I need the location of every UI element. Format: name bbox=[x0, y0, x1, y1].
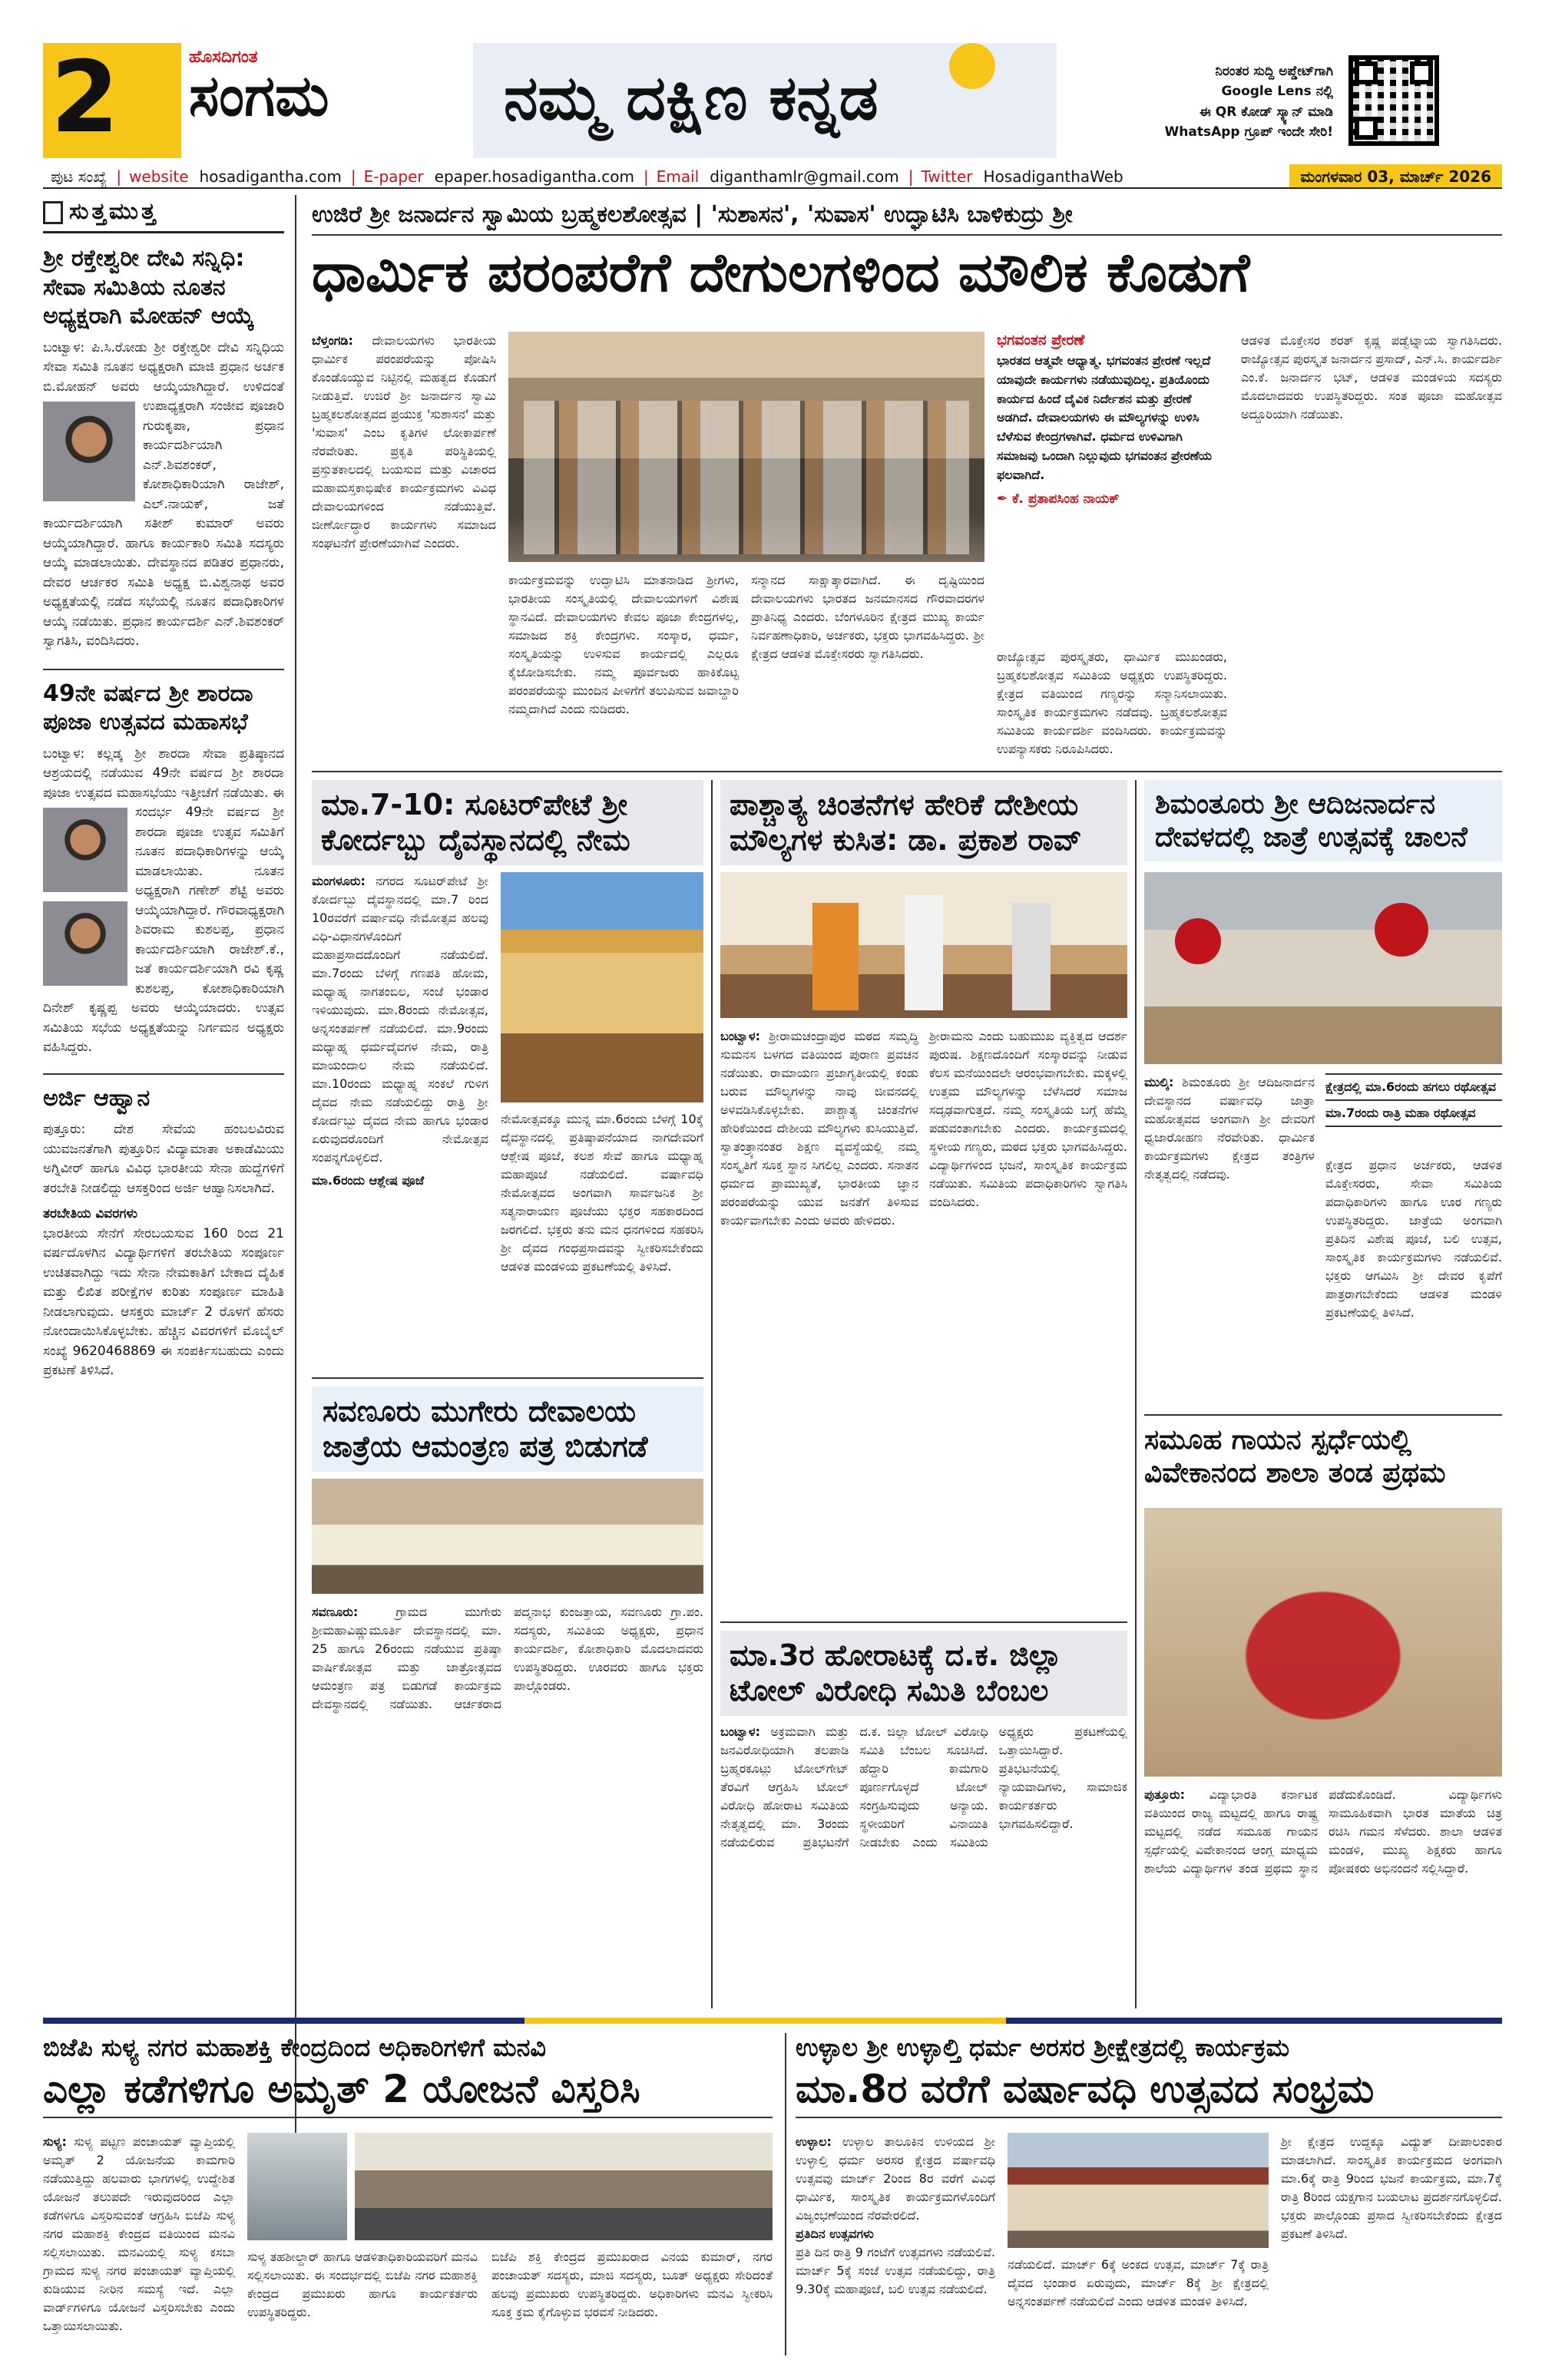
info-bar bbox=[43, 164, 1502, 189]
quote-title: ಭಗವಂತನ ಪ್ರೇರಣೆ bbox=[997, 332, 1085, 349]
left-column bbox=[43, 195, 296, 2230]
article-ullal bbox=[796, 2033, 1502, 2355]
dateline: ಮಂಗಳೂರು: bbox=[312, 874, 366, 888]
article-column bbox=[720, 1027, 918, 1230]
lead-story bbox=[312, 201, 1502, 769]
article-headline[interactable]: ಎಲ್ಲಾ ಕಡೆಗಳಿಗೂ ಅಮೃತ್ 2 ಯೋಜನೆ ವಿಸ್ತರಿಸಿ bbox=[43, 2066, 773, 2118]
website-label: website bbox=[129, 167, 189, 186]
article-column bbox=[720, 1723, 1127, 1852]
qr-promo bbox=[1072, 61, 1333, 142]
article-text: ಬಂಟ್ವಾಳ: ಕಲ್ಲಡ್ಕ ಶ್ರೀ ಶಾರದಾ ಸೇವಾ ಪ್ರತಿಷ್ಠಾನದ ಆಶ್ರಯದಲ್ಲಿ ನಡೆಯುವ 49ನೇ ವರ್ಷದ ಶ್ರೀ ಶಾರದಾ ಪೂಜಾ ಉತ್ಸವದ ಮಹಾಸಭೆಯು ಇತ್ತೀಚೆಗೆ ನಡೆಯಿತು. bbox=[43, 745, 284, 801]
masthead bbox=[43, 43, 1502, 158]
promo-line: Google Lens ನಲ್ಲಿ bbox=[1221, 84, 1333, 100]
article-headline[interactable]: ಮಾ.3ರ ಹೋರಾಟಕ್ಕೆ ದ.ಕ. ಜಿಲ್ಲಾ ಟೋಲ್ ವಿರೋಧಿ ಸಮಿತಿ ಬೆಂಬಲ bbox=[720, 1631, 1127, 1716]
article-headline[interactable]: ಶ್ರೀ ರಕ್ತೇಶ್ವರೀ ದೇವಿ ಸನ್ನಿಧಿ: ಸೇವಾ ಸಮಿತಿಯ ನೂತನ ಅಧ್ಯಕ್ಷರಾಗಿ ಮೋಹನ್ ಆಯ್ಕೆ bbox=[43, 245, 254, 329]
event-photo bbox=[508, 332, 984, 562]
article-text: ಬಂಟ್ವಾಳ: ಪಿ.ಸಿ.ರೋಡು ಶ್ರೀ ರಕ್ತೇಶ್ವರೀ ದೇವಿ ಸನ್ನಿಧಿಯ ಸೇವಾ ಸಮಿತಿ ನೂತನ ಅಧ್ಯಕ್ಷರಾಗಿ ಮಾಜಿ ಪ್ರಧಾನ ಅರ್ಚಕ ಬಿ.ಮೋಹನ್ ಅವರು ಆಯ್ಕೆಯಾಗಿದ್ದಾರೆ. bbox=[43, 339, 284, 395]
divider bbox=[720, 1621, 1127, 1623]
photo-caption bbox=[247, 2248, 478, 2322]
article-body bbox=[43, 745, 284, 1058]
dateline: ಬಂಟ್ವಾಳ: bbox=[720, 1724, 760, 1739]
divider bbox=[1135, 780, 1137, 2008]
article-text: ಪುತ್ತೂರು: ದೇಶ ಸೇವೆಯ ಹಂಬಲವಿರುವ ಯುವಜನತೆಗಾಗಿ ಪುತ್ತೂರಿನ ವಿದ್ಯಾಮಾತಾ ಅಕಾಡೆಮಿಯು ಅಗ್ನಿವೀರ್ ಹಾಗೂ ವಿವಿಧ ಭಾರತೀಯ ಸೇನಾ ಹುದ್ದೆಗಳಿಗೆ ತರಬೇತಿ ನೀಡಲಿದ್ದು ಆಸಕ್ತರಿಂದ ಅರ್ಜಿ ಆಹ್ವಾನಿಸಲಾಗಿದೆ. bbox=[43, 1122, 284, 1196]
article-text: ಸುಳ್ಯ ಪಟ್ಟಣ ಪಂಚಾಯತ್ ವ್ಯಾಪ್ತಿಯಲ್ಲಿ ಅಮೃತ್ 2 ಯೋಜನೆಯ ಕಾಮಗಾರಿ ನಡೆಯುತ್ತಿದ್ದು ಹಲವಾರು ಭಾಗಗಳಲ್ಲಿ ಉದ್ದೇಶಿತ ಯೋಜನೆ ತಲುಪದೇ ಇರುವುದರಿಂದ ಎಲ್ಲಾ ಕಡೆಗಳಿಗೂ ವಿಸ್ತರಿಸುವಂತೆ ಆಗ್ರಹಿಸಿ ಬಿಜೆಪಿ ಸುಳ್ಯ ನಗರ ಮಹಾಶಕ್ತಿ ಕೇಂದ್ರದ ವತಿಯಿಂದ ಮನವಿ ಸಲ್ಲಿಸಲಾಯಿತು. ಮನವಿಯಲ್ಲಿ ಸುಳ್ಯ ಕಸಬಾ ಗ್ರಾಮದ ಸುಳ್ಯ ನಗರ ಪಂಚಾಯತ್ ವ್ಯಾಪ್ತಿಯಲ್ಲಿ ಕುಡಿಯುವ ನೀರಿನ ಸಮಸ್ಯೆ ಇದೆ. ಎಲ್ಲಾ ವಾರ್ಡ್‌ಗಳಿಗೂ ಯೋಜನೆ ವಿಸ್ತರಿಸಬೇಕು ಎಂದು ಒತ್ತಾಯಿಸಲಾಯಿತು. bbox=[43, 2134, 235, 2333]
article-text: ಉಳ್ಳಾಲ ತಾಲೂಕಿನ ಉಳಿಯದ ಶ್ರೀ ಉಳ್ಳಾಲ್ತಿ ಧರ್ಮ ಅರಸರ ಕ್ಷೇತ್ರದ ವರ್ಷಾವಧಿ ಉತ್ಸವವು ಮಾರ್ಚ್ 2ರಿಂದ 8ರ ವರೆಗೆ ವಿವಿಧ ಧಾರ್ಮಿಕ, ಸಾಂಸ್ಕೃತಿಕ ಕಾರ್ಯಕ್ರಮಗಳೊಂದಿಗೆ ವಿಜೃಂಭಣೆಯಿಂದ ನೆರವೇರಲಿದೆ. bbox=[796, 2134, 995, 2223]
divider bbox=[1144, 1414, 1502, 1416]
article-column bbox=[1281, 2133, 1502, 2243]
article-text: ಕ್ಷೇತ್ರದ ಪ್ರಧಾನ ಅರ್ಚಕರು, ಆಡಳಿತ ಮೊಕ್ತೇಸರರು, ಸೇವಾ ಸಮಿತಿಯ ಪದಾಧಿಕಾರಿಗಳು ಹಾಗೂ ಊರ ಗಣ್ಯರು ಉಪಸ್ಥಿತರಿದ್ದರು. ಜಾತ್ರೆಯ ಅಂಗವಾಗಿ ಪ್ರತಿದಿನ ವಿಶೇಷ ಪೂಜೆ, ಬಲಿ ಉತ್ಸವ, ಸಾಂಸ್ಕೃತಿಕ ಕಾರ್ಯಕ್ರಮಗಳು ನಡೆಯಲಿವೆ. ಭಕ್ತರು ಆಗಮಿಸಿ ಶ್ರೀ ದೇವರ ಕೃಪೆಗೆ ಪಾತ್ರರಾಗಬೇಕೆಂದು ಆಡಳಿತ ಮಂಡಳಿ ಪ್ರಕಟಣೆಯಲ್ಲಿ ತಿಳಿಸಿದೆ. bbox=[1325, 1158, 1502, 1320]
article-text: ರಾಜ್ಯೋತ್ಸವ ಪುರಸ್ಕೃತರು, ಧಾರ್ಮಿಕ ಮುಖಂಡರು, ಬ್ರಹ್ಮಕಲಶೋತ್ಸವ ಸಮಿತಿಯ ಅಧ್ಯಕ್ಷರು ಉಪಸ್ಥಿತರಿದ್ದರು. ಕ್ಷೇತ್ರದ ವತಿಯಿಂದ ಗಣ್ಯರನ್ನು ಸನ್ಮಾನಿಸಲಾಯಿತು. ಸಾಂಸ್ಕೃತಿಕ ಕಾರ್ಯಕ್ರಮಗಳು ನಡೆದವು. ಬ್ರಹ್ಮಕಲಶೋತ್ಸವ ಸಮಿತಿಯ ಕಾರ್ಯದರ್ಶಿ ವಂದಿಸಿದರು. ಕಾರ್ಯಕ್ರಮವನ್ನು ಉಪನ್ಯಾಸಕರು ನಿರೂಪಿಸಿದರು. bbox=[997, 650, 1227, 756]
article-text: ಶ್ರೀರಾಮಚಂದ್ರಾಪುರ ಮಠದ ಸಮೃದ್ಧಿ ಸುಮನಸ ಬಳಗದ ವತಿಯಿಂದ ಪುರಾಣ ಪ್ರವಚನ ನಡೆಯಿತು. ರಾಮಾಯಣ ಪ್ರಜಾಗೃತೀಯಲ್ಲಿ ಕಂಡು ಬರುವ ಮೌಲ್ಯಗಳನ್ನು ನಾವು ಜೀವನದಲ್ಲಿ ಅಳವಡಿಸಿಕೊಳ್ಳಬೇಕು. ಪಾಶ್ಚಾತ್ಯ ಚಿಂತನೆಗಳ ಹೇರಿಕೆಯಿಂದ ದೇಶೀಯ ಮೌಲ್ಯಗಳು ಕುಸಿಯುತ್ತಿವೆ. ಸ್ವಾತಂತ್ರ್ಯಾನಂತರ ಶಿಕ್ಷಣ ವ್ಯವಸ್ಥೆಯಲ್ಲಿ ನಮ್ಮ ಸಂಸ್ಕೃತಿಗೆ ಸೂಕ್ತ ಸ್ಥಾನ ಸಿಗಲಿಲ್ಲ ಎಂದರು. ಸನಾತನ ಧರ್ಮದ ಪ್ರಾಮುಖ್ಯತೆ, ಭಾರತೀಯ ಜ್ಞಾನ ಪರಂಪರೆಯನ್ನು ಯುವ ಜನತೆಗೆ ತಿಳಿಸುವ ಕಾರ್ಯವಾಗಬೇಕು ಎಂದು ಅವರು ಹೇಳಿದರು. bbox=[720, 1029, 919, 1228]
section-label: ಸುತ್ತಮುತ್ತ bbox=[69, 198, 159, 225]
dateline: ಬೆಳ್ತಂಗಡಿ: bbox=[312, 333, 353, 348]
article-column bbox=[751, 571, 984, 663]
section-heading bbox=[43, 195, 284, 233]
article-column bbox=[508, 571, 739, 719]
article-text: ಶ್ರೀರಾಮನು ಎಂದು ಬಹುಮುಖ ವ್ಯಕ್ತಿತ್ವದ ಆದರ್ಶ ಪುರುಷ. ಶಿಕ್ಷಣದೊಂದಿಗೆ ಸಂಸ್ಕಾರವನ್ನು ನೀಡುವ ಕೆಲಸ ಮನೆಯಿಂದಲೇ ಆರಂಭವಾಗಬೇಕು. ಮಕ್ಕಳಲ್ಲಿ ಉತ್ತಮ ಮೌಲ್ಯಗಳನ್ನು ಬೆಳೆಸಿದರೆ ಸಮಾಜ ಸದೃಢವಾಗುತ್ತದೆ. ನಮ್ಮ ಸಂಸ್ಕೃತಿಯ ಬಗ್ಗೆ ಹೆಮ್ಮೆ ಪಡುವಂತಾಗಬೇಕು ಎಂದರು. ಕಾರ್ಯಕ್ರಮದಲ್ಲಿ ಸ್ಥಳೀಯ ಗಣ್ಯರು, ಮಠದ ಭಕ್ತರು ಭಾಗವಹಿಸಿದ್ದರು. ವಿದ್ಯಾರ್ಥಿಗಳಿಂದ ಭಜನೆ, ಸಾಂಸ್ಕೃತಿಕ ಕಾರ್ಯಕ್ರಮ ನಡೆಯಿತು. ಸಮಿತಿಯ ಪದಾಧಿಕಾರಿಗಳು ಸ್ವಾಗತಿಸಿ ವಂದಿಸಿದರು. bbox=[929, 1029, 1127, 1209]
separator: | bbox=[908, 167, 914, 186]
article-text: ಸನ್ಮಾನದ ಸಾಕ್ಷಾತ್ಕಾರವಾಗಿದೆ. ಈ ದೃಷ್ಟಿಯಿಂದ ದೇವಾಲಯಗಳು ಭಾರತದ ಜನಮಾನಸದ ಗೌರವಾದರಗಳ ಪ್ರಾತಿನಿಧ್ಯ ಎಂದರು. ಬೆಂಗಳೂರಿನ ಕ್ಷೇತ್ರದ ಮುಖ್ಯ ಕಾರ್ಯ ನಿರ್ವಹಣಾಧಿಕಾರಿ, ಅರ್ಚಕರು, ಭಕ್ತರು ಭಾಗವಹಿಸಿದ್ದರು. ಶ್ರೀ ಕ್ಷೇತ್ರದ ಆಡಳಿತ ಮೊಕ್ತೇಸರರು ಸ್ವಾಗತಿಸಿದರು. bbox=[751, 573, 984, 661]
article-western-values bbox=[720, 780, 1127, 1617]
article-text: ವಿದ್ಯಾಭಾರತಿ ಕರ್ನಾಟಕ ವತಿಯಿಂದ ರಾಜ್ಯ ಮಟ್ಟದಲ್ಲಿ ಹಾಗೂ ರಾಷ್ಟ್ರ ಮಟ್ಟದಲ್ಲಿ ನಡೆದ ಸಮೂಹ ಗಾಯನ ಸ್ಪರ್ಧೆಯಲ್ಲಿ ವಿವೇಕಾನಂದ ಆಂಗ್ಲ ಮಾಧ್ಯಮ ಶಾಲೆಯ ವಿದ್ಯಾರ್ಥಿಗಳ ತಂಡ ಪ್ರಥಮ ಸ್ಥಾನ ಪಡೆದುಕೊಂಡಿದೆ. ವಿದ್ಯಾರ್ಥಿಗಳು ಸಾಮೂಹಿಕವಾಗಿ ಭಾರತ ಮಾತೆಯ ಚಿತ್ರ ರಚಿಸಿ ಗಮನ ಸೆಳೆದರು. ಶಾಲಾ ಆಡಳಿತ ಮಂಡಳಿ, ಮುಖ್ಯ ಶಿಕ್ಷಕರು ಹಾಗೂ ಪೋಷಕರು ಅಭಿನಂದನೆ ಸಲ್ಲಿಸಿದ್ದಾರೆ. bbox=[1144, 1787, 1502, 1876]
article-simantur bbox=[1144, 780, 1502, 1410]
article-text: ಸುಳ್ಯ ತಹಶೀಲ್ದಾರ್ ಹಾಗೂ ಆಡಳಿತಾಧಿಕಾರಿಯವರಿಗೆ ಮನವಿ ಸಲ್ಲಿಸಲಾಯಿತು. ಈ ಸಂದರ್ಭದಲ್ಲಿ ಬಿಜೆಪಿ ನಗರ ಮಹಾಶಕ್ತಿ ಕೇಂದ್ರದ ಪ್ರಮುಖರು ಹಾಗೂ ಕಾರ್ಯಕರ್ತರು ಉಪಸ್ಥಿತರಿದ್ದರು. bbox=[247, 2249, 478, 2319]
promo-line: ನಿರಂತರ ಸುದ್ದಿ ಅಪ್ಡೇಟ್‌ಗಾಗಿ bbox=[1215, 64, 1333, 79]
article-headline[interactable]: ಸವಣೂರು ಮುಗೇರು ದೇವಾಲಯ ಜಾತ್ರೆಯ ಆಮಂತ್ರಣ ಪತ್ರ ಬಿಡುಗಡೆ bbox=[312, 1387, 703, 1472]
article-toll bbox=[720, 1631, 1127, 2015]
separator: | bbox=[350, 167, 356, 186]
highlight-box bbox=[1325, 1073, 1502, 1127]
photo-figure bbox=[1012, 903, 1051, 1010]
memo-photo bbox=[247, 2133, 347, 2240]
article-headline[interactable]: ಪಾಶ್ಚಾತ್ಯ ಚಿಂತನೆಗಳ ಹೇರಿಕೆ ದೇಶೀಯ ಮೌಲ್ಯಗಳ ಕುಸಿತ: ಡಾ. ಪ್ರಕಾಶ ರಾವ್ bbox=[720, 780, 1127, 865]
brand-logo: ಸಂಗಮ bbox=[189, 63, 329, 129]
website-link[interactable]: hosadigantha.com bbox=[199, 167, 342, 186]
photo-figure bbox=[905, 895, 943, 1010]
article-column bbox=[1144, 1073, 1315, 1184]
brand-small: ಹೊಸದಿಗಂತ bbox=[189, 48, 258, 67]
article-text: ಅಕ್ರಮವಾಗಿ ಮತ್ತು ಜನವಿರೋಧಿಯಾಗಿ ತಲಪಾಡಿ ಬ್ರಹ್ಮರಕೂಟ್ಲು ಟೋಲ್‌ಗೇಟ್ ತೆರವಿಗೆ ಆಗ್ರಹಿಸಿ ಟೋಲ್ ವಿರೋಧಿ ಹೋರಾಟ ಸಮಿತಿಯ ನೇತೃತ್ವದಲ್ಲಿ ಮಾ. 3ರಂದು ನಡೆಯಲಿರುವ ಪ್ರತಿಭಟನೆಗೆ ದ.ಕ. ಜಿಲ್ಲಾ ಟೋಲ್ ವಿರೋಧಿ ಸಮಿತಿ ಬೆಂಬಲ ಸೂಚಿಸಿದೆ. ಹೆದ್ದಾರಿ ಕಾಮಗಾರಿ ಪೂರ್ಣಗೊಳ್ಳದೆ ಟೋಲ್ ಸಂಗ್ರಹಿಸುವುದು ಅನ್ಯಾಯ. ಸ್ಥಳೀಯರಿಗೆ ವಿನಾಯಿತಿ ನೀಡಬೇಕು ಎಂದು ಸಮಿತಿಯ ಅಧ್ಯಕ್ಷರು ಪ್ರಕಟಣೆಯಲ್ಲಿ ಒತ್ತಾಯಿಸಿದ್ದಾರೆ. ಪ್ರತಿಭಟನೆಯಲ್ಲಿ ನ್ಯಾಯವಾದಿಗಳು, ಸಾಮಾಜಿಕ ಕಾರ್ಯಕರ್ತರು ಭಾಗವಹಿಸಲಿದ್ದಾರೆ. bbox=[720, 1724, 1127, 1849]
photo-figure bbox=[812, 903, 859, 1010]
article-subhead: ತರಬೇತಿಯ ವಿವರಗಳು bbox=[43, 1206, 138, 1221]
article-kicker[interactable]: ಬಿಜೆಪಿ ಸುಳ್ಯ ನಗರ ಮಹಾಶಕ್ತಿ ಕೇಂದ್ರದಿಂದ ಅಧಿಕಾರಿಗಳಿಗೆ ಮನವಿ bbox=[43, 2033, 547, 2062]
article-text: ಈ ಸಂದರ್ಭ 49ನೇ ವರ್ಷದ ಶ್ರೀ ಶಾರದಾ ಪೂಜಾ ಉತ್ಸವ ಸಮಿತಿಗೆ ನೂತನ ಪದಾಧಿಕಾರಿಗಳನ್ನು ಆಯ್ಕೆ ಮಾಡಲಾಯಿತು. ನೂತನ ಅಧ್ಯಕ್ಷರಾಗಿ ಗಣೇಶ್ ಶೆಟ್ಟಿ ಅವರು ಆಯ್ಕೆಯಾಗಿದ್ದಾರೆ. ಗೌರವಾಧ್ಯಕ್ಷರಾಗಿ ಶಿವರಾಮ ಕುಶಲಪ್ಪ, ಪ್ರಧಾನ ಕಾರ್ಯದರ್ಶಿಯಾಗಿ ರಾಜೇಶ್.ಕೆ., ಜತೆ ಕಾರ್ಯದರ್ಶಿಯಾಗಿ ರವಿ ಕೃಷ್ಣ ಕುಶಲಪ್ಪ, ಕೋಶಾಧಿಕಾರಿಯಾಗಿ ದಿನೇಶ್ ಕೃಷ್ಣಪ್ಪ ಅವರು ಆಯ್ಕೆಯಾದರು. ಉತ್ಸವ ಸಮಿತಿಯ ಸಭೆಯ ಅಧ್ಯಕ್ಷತೆಯನ್ನು ನಿರ್ಗಮನ ಅಧ್ಯಕ್ಷರು ವಹಿಸಿದ್ದರು. bbox=[43, 785, 284, 1055]
portrait-photo bbox=[43, 808, 127, 892]
article-sutarpete bbox=[312, 780, 703, 1371]
email-label: Email bbox=[656, 167, 700, 186]
article-column bbox=[312, 1603, 703, 1714]
article-choir bbox=[1144, 1423, 1502, 2015]
quote-text: ಭಾರತದ ಆತ್ಮವೇ ಆಧ್ಯಾತ್ಮ. ಭಗವಂತನ ಪ್ರೇರಣೆ ಇಲ್ಲದೆ ಯಾವುದೇ ಕಾರ್ಯಗಳು ನಡೆಯುವುದಿಲ್ಲ. ಪ್ರತಿಯೊಂದು ಕಾರ್ಯದ ಹಿಂದೆ ದೈವಿಕ ನಿರ್ದೇಶನ ಮತ್ತು ಪ್ರೇರಣೆ ಅಡಗಿದೆ. ದೇವಾಲಯಗಳು ಈ ಮೌಲ್ಯಗಳನ್ನು ಉಳಿಸಿ ಬೆಳೆಸುವ ಕೇಂದ್ರಗಳಾಗಿವೆ. ಧರ್ಮದ ಉಳಿವಿಗಾಗಿ ಸಮಾಜವು ಒಂದಾಗಿ ನಿಲ್ಲುವುದು ಭಗವಂತನ ಪ್ರೇರಣೆಯ ಫಲವಾಗಿದೆ. bbox=[997, 353, 1212, 482]
article-text: ಭಾರತೀಯ ಸೇನೆಗೆ ಸೇರಬಯಸುವ 160 ರಿಂದ 21 ವರ್ಷದೊಳಗಿನ ವಿದ್ಯಾರ್ಥಿಗಳಿಗೆ ತರಬೇತಿಯ ಸಂಪೂರ್ಣ ಉಚಿತವಾಗಿದ್ದು ಇದು ಸೇನಾ ನೇಮಕಾತಿಗೆ ಬೇಕಾದ ದೈಹಿಕ ಮತ್ತು ಲಿಖಿತ ಪರೀಕ್ಷೆಗಳ ಕುರಿತು ಸಂಪೂರ್ಣ ಮಾಹಿತಿ ನೀಡಲಾಗುವುದು. ಆಸಕ್ತರು ಮಾರ್ಚ್ 2 ರೊಳಗೆ ಹೆಸರು ನೋಂದಾಯಿಸಿಕೊಳ್ಳಬೇಕು. ಹೆಚ್ಚಿನ ವಿವರಗಳಿಗೆ ಮೊಬೈಲ್ ಸಂಖ್ಯೆ 9620468869 ಈ ಸಂಪರ್ಕಿಸಬಹುದು ಎಂದು ಪ್ರಕಟಣೆ ತಿಳಿಸಿದೆ. bbox=[43, 1225, 284, 1378]
article-column bbox=[1325, 1156, 1502, 1322]
article-savanur bbox=[312, 1387, 703, 2008]
article-text: ಕಾರ್ಯಕ್ರಮವನ್ನು ಉದ್ಘಾಟಿಸಿ ಮಾತನಾಡಿದ ಶ್ರೀಗಳು, ಭಾರತೀಯ ಸಂಸ್ಕೃತಿಯಲ್ಲಿ ದೇವಾಲಯಗಳಿಗೆ ವಿಶೇಷ ಸ್ಥಾನವಿದೆ. ದೇವಾಲಯಗಳು ಕೇವಲ ಪೂಜಾ ಕೇಂದ್ರಗಳಲ್ಲ, ಸಮಾಜದ ಶಕ್ತಿ ಕೇಂದ್ರಗಳು. ಸಂಸ್ಕಾರ, ಧರ್ಮ, ಸಂಸ್ಕೃತಿಯನ್ನು ಉಳಿಸುವ ಕಾರ್ಯದಲ್ಲಿ ಎಲ್ಲರೂ ಕೈಜೋಡಿಸಬೇಕು. ನಮ್ಮ ಪೂರ್ವಜರು ಹಾಕಿಕೊಟ್ಟ ಪರಂಪರೆಯನ್ನು ಮುಂದಿನ ಪೀಳಿಗೆಗೆ ತಲುಪಿಸುವ ಜವಾಬ್ದಾರಿ ನಮ್ಮದಾಗಿದೆ ಎಂದು ನುಡಿದರು. bbox=[508, 573, 739, 716]
issue-date: ಮಂಗಳವಾರ 03, ಮಾರ್ಚ್ 2026 bbox=[1289, 164, 1502, 187]
temple-photo bbox=[501, 872, 703, 1102]
article-column bbox=[1144, 1786, 1502, 1878]
highlight-item: ಮಾ.7ರಂದು ರಾತ್ರಿ ಮಹಾ ರಥೋತ್ಸವ bbox=[1325, 1099, 1502, 1127]
article-column bbox=[501, 1110, 703, 1276]
epaper-link[interactable]: epaper.hosadigantha.com bbox=[434, 167, 634, 186]
article-headline[interactable]: ಅರ್ಜಿ ಆಹ್ವಾನ bbox=[43, 1073, 284, 1113]
article-headline[interactable]: ಸಮೂಹ ಗಾಯನ ಸ್ಪರ್ಧೆಯಲ್ಲಿ ವಿವೇಕಾನಂದ ಶಾಲಾ ತಂಡ ಪ್ರಥಮ bbox=[1144, 1424, 1446, 1489]
article-subhead: ಮಾ.6ರಂದು ಆಶ್ಲೇಷ ಪೂಜೆ bbox=[312, 1173, 425, 1188]
dateline: ಮುಲ್ಕಿ: bbox=[1144, 1075, 1174, 1089]
twitter-label: Twitter bbox=[921, 167, 973, 186]
quote-box bbox=[997, 332, 1227, 639]
photo-umbrella bbox=[1375, 903, 1428, 957]
page-number: 2 bbox=[51, 41, 120, 155]
divider bbox=[711, 780, 713, 2008]
photo-figures bbox=[524, 401, 969, 554]
article-text: ಪ್ರತಿ ದಿನ ರಾತ್ರಿ 9 ಗಂಟೆಗೆ ಉತ್ಸವಗಳು ನಡೆಯಲಿವೆ. ಮಾರ್ಚ್ 5ಕ್ಕೆ ಸಂಜೆ ಉತ್ಸವ ನಡೆಯಲಿದ್ದು, ರಾತ್ರಿ 9.30ಕ್ಕೆ ಮಹಾಪೂಜೆ, ಬಲಿ ಉತ್ಸವ ನಡೆಯಲಿದೆ. bbox=[796, 2245, 995, 2296]
lead-headline[interactable]: ಧಾರ್ಮಿಕ ಪರಂಪರೆಗೆ ದೇಗುಲಗಳಿಂದ ಮೌಲಿಕ ಕೊಡುಗೆ bbox=[312, 241, 1250, 304]
article-body bbox=[43, 339, 284, 652]
article-sullia bbox=[43, 2033, 773, 2355]
memo-group-photo bbox=[355, 2133, 773, 2240]
article-kicker[interactable]: ಉಳ್ಳಾಲ ಶ್ರೀ ಉಳ್ಳಾಲ್ತಿ ಧರ್ಮ ಅರಸರ ಶ್ರೀಕ್ಷೇತ್ರದಲ್ಲಿ ಕಾರ್ಯಕ್ರಮ bbox=[796, 2033, 1290, 2062]
divider bbox=[785, 2033, 786, 2355]
article-text: ಬಿಜೆಪಿ ಶಕ್ತಿ ಕೇಂದ್ರದ ಪ್ರಮುಖರಾದ ವಿನಯ ಕುಮಾರ್, ನಗರ ಪಂಚಾಯತ್ ಸದಸ್ಯರು, ಮಾಜಿ ಸದಸ್ಯರು, ಬೂತ್ ಅಧ್ಯಕ್ಷರು ಸೇರಿದಂತೆ ಹಲವು ಪ್ರಮುಖರು ಉಪಸ್ಥಿತರಿದ್ದರು. ಅಧಿಕಾರಿಗಳು ಮನವಿ ಸ್ವೀಕರಿಸಿ ಸೂಕ್ತ ಕ್ರಮ ಕೈಗೊಳ್ಳುವ ಭರವಸೆ ನೀಡಿದರು. bbox=[491, 2249, 773, 2319]
article-column bbox=[43, 2133, 235, 2335]
article-headline[interactable]: ಮಾ.8ರ ವರೆಗೆ ವರ್ಷಾವಧಿ ಉತ್ಸವದ ಸಂಭ್ರಮ bbox=[796, 2066, 1502, 2118]
article-column bbox=[997, 648, 1227, 759]
qr-corner bbox=[1410, 61, 1433, 84]
article-text: ನೇಮೋತ್ಸವಕ್ಕೂ ಮುನ್ನ ಮಾ.6ರಂದು ಬೆಳಗ್ಗೆ 10ಕ್ಕೆ ದೈವಸ್ಥಾನದಲ್ಲಿ ಪ್ರತಿಷ್ಠಾಪನೆಯಾದ ನಾಗದೇವರಿಗೆ ಆಶ್ಲೇಷ ಪೂಜೆ, ಕಲಶ ಸೇವೆ ಹಾಗೂ ಮಧ್ಯಾಹ್ನ ಮಹಾಪೂಜೆ ನಡೆಯಲಿದೆ. ವರ್ಷಾವಧಿ ನೇಮೋತ್ಸವದ ಅಂಗವಾಗಿ ಸಾರ್ವಜನಿಕ ಶ್ರೀ ಸತ್ಯನಾರಾಯಣ ಪೂಜೆಯು ಭಕ್ತರ ಸಹಕಾರದಿಂದ ಜರಗಲಿದೆ. ಭಕ್ತರು ತನು ಮನ ಧನಗಳಿಂದ ಸಹಕರಿಸಿ ಶ್ರೀ ದೈವದ ಗಂಧಪ್ರಸಾದವನ್ನು ಸ್ವೀಕರಿಸಬೇಕೆಂದು ಆಡಳಿತ ಮಂಡಳಿಯ ಪ್ರಕಟಣೆಯಲ್ಲಿ ತಿಳಿಸಿದೆ. bbox=[501, 1112, 703, 1274]
photo-umbrella bbox=[1175, 918, 1221, 964]
release-photo bbox=[312, 1479, 703, 1594]
book-icon bbox=[43, 201, 63, 224]
article-text: ನಡೆಯಲಿದೆ. ಮಾರ್ಚ್ 6ಕ್ಕೆ ಅಂಕದ ಉತ್ಸವ, ಮಾರ್ಚ್ 7ಕ್ಕೆ ರಾತ್ರಿ ದೈವದ ಭಂಡಾರ ಏರುವುದು, ಮಾರ್ಚ್ 8ಕ್ಕೆ ಶ್ರೀ ಕ್ಷೇತ್ರದಲ್ಲಿ ಅನ್ನಸಂತರ್ಪಣೆ ನಡೆಯಲಿದೆ ಎಂದು ಆಡಳಿತ ಮಂಡಳಿ ತಿಳಿಸಿದೆ. bbox=[1008, 2257, 1269, 2309]
divider bbox=[312, 771, 1502, 772]
article-text: ದೇವಾಲಯಗಳು ಭಾರತೀಯ ಧಾರ್ಮಿಕ ಪರಂಪರೆಯನ್ನು ಪೋಷಿಸಿ ಕೊಂಡೊಯ್ಯುವ ನಿಟ್ಟಿನಲ್ಲಿ ಮಹತ್ವದ ಕೊಡುಗೆ ನೀಡುತ್ತಿವೆ. ಉಜಿರೆ ಶ್ರೀ ಜನಾರ್ದನ ಸ್ವಾಮಿ ಬ್ರಹ್ಮಕಲಶೋತ್ಸವದ ಪ್ರಯುಕ್ತ 'ಸುಶಾಸನ' ಮತ್ತು 'ಸುವಾಸ' ಎಂಬ ಕೃತಿಗಳ ಲೋಕಾರ್ಪಣೆ ನೆರವೇರಿತು. ಪ್ರಕೃತಿ ಪರಿಸ್ಥಿತಿಯಲ್ಲಿ ಪ್ರಸ್ತುತಕಾಲದಲ್ಲಿ ಬಯಸುವ ಮತ್ತು ವಿಚಾರದ ಮಹಾಮಸ್ತಕಾಭಿಷೇಕ ಕಾರ್ಯಕ್ರಮಗಳು ವಿವಿಧ ದೇವಾಲಯಗಳಿಂದ ನಡೆಯುತ್ತಿವೆ. ಜೀರ್ಣೋದ್ಧಾರ ಕಾರ್ಯಗಳು ಸಮಾಜದ ಸಂಘಟನೆಗೆ ಪ್ರೇರಣೆಯಾಗಿವೆ ಎಂದರು. bbox=[312, 333, 496, 550]
article-text: ಗ್ರಾಮದ ಮುಗೇರು ಶ್ರೀಮಹಾವಿಷ್ಣುಮೂರ್ತಿ ದೇವಸ್ಥಾನದಲ್ಲಿ ಮಾ. 25 ಹಾಗೂ 26ರಂದು ನಡೆಯುವ ಪ್ರತಿಷ್ಠಾ ವಾರ್ಷಿಕೋತ್ಸವ ಮತ್ತು ಜಾತ್ರೋತ್ಸವದ ಆಮಂತ್ರಣ ಪತ್ರ ಬಿಡುಗಡೆ ಕಾರ್ಯಕ್ರಮ ದೇವಸ್ಥಾನದಲ್ಲಿ ನಡೆಯಿತು. ಆರ್ಚಕರಾದ ಪದ್ಮನಾಭ ಕುಂಜತ್ತಾಯ, ಸವಣೂರು ಗ್ರಾ.ಪಂ. ಸದಸ್ಯರು, ಸಮಿತಿಯ ಅಧ್ಯಕ್ಷರು, ಪ್ರಧಾನ ಕಾರ್ಯದರ್ಶಿ, ಕೋಶಾಧಿಕಾರಿ ಮೊದಲಾದವರು ಉಪಸ್ಥಿತರಿದ್ದರು. ಊರವರು ಹಾಗೂ ಭಕ್ತರು ಪಾಲ್ಗೊಂಡರು. bbox=[312, 1605, 703, 1711]
twitter-link[interactable]: HosadiganthaWeb bbox=[983, 167, 1123, 186]
shrine-photo bbox=[1008, 2133, 1269, 2248]
article-text: ಶ್ರೀ ಕ್ಷೇತ್ರದ ಉದ್ದಕ್ಕೂ ವಿದ್ಯುತ್ ದೀಪಾಲಂಕಾರ ಮಾಡಲಾಗಿದೆ. ಸಾಂಸ್ಕೃತಿಕ ಕಾರ್ಯಕ್ರಮದ ಅಂಗವಾಗಿ ಮಾ.6ಕ್ಕೆ ರಾತ್ರಿ 9ರಿಂದ ಭಜನೆ ಕಾರ್ಯಕ್ರಮ, ಮಾ.7ಕ್ಕೆ ರಾತ್ರಿ 8ರಿಂದ ಯಕ್ಷಗಾನ ಬಯಲಾಟ ಪ್ರದರ್ಶನಗೊಳ್ಳಲಿದೆ. ಭಕ್ತರು ಪಾಲ್ಗೊಂಡು ಪ್ರಸಾದ ಸ್ವೀಕರಿಸಬೇಕೆಂದು ಕ್ಷೇತ್ರದ ಪ್ರಕಟಣೆ ತಿಳಿಸಿದೆ. bbox=[1281, 2134, 1502, 2241]
festival-photo bbox=[1144, 872, 1502, 1064]
article-column bbox=[1241, 332, 1502, 424]
qr-corner bbox=[1355, 117, 1378, 140]
divider bbox=[312, 1377, 703, 1379]
qr-corner bbox=[1355, 61, 1378, 84]
separator: | bbox=[643, 167, 649, 186]
epaper-label: E-paper bbox=[363, 167, 424, 186]
formation-photo bbox=[1144, 1508, 1502, 1777]
article-body bbox=[43, 1120, 284, 1381]
article-text: ಶಿಮಂತೂರು ಶ್ರೀ ಆದಿಜನಾರ್ದನ ದೇವಸ್ಥಾನದ ವರ್ಷಾವಧಿ ಜಾತ್ರಾ ಮಹೋತ್ಸವದ ಅಂಗವಾಗಿ ಶ್ರೀ ದೇವರಿಗೆ ಧ್ವಜಾರೋಹಣ ನೆರವೇರಿತು. ಧಾರ್ಮಿಕ ಕಾರ್ಯಕ್ರಮಗಳು ಕ್ಷೇತ್ರದ ತಂತ್ರಿಗಳ ನೇತೃತ್ವದಲ್ಲಿ ನಡೆದವು. bbox=[1144, 1075, 1315, 1182]
article-column bbox=[491, 2248, 773, 2322]
article-column bbox=[796, 2133, 995, 2299]
article-subhead: ಪ್ರತಿದಿನ ಉತ್ಸವಗಳು bbox=[796, 2226, 874, 2241]
article-text: ಉಳಿದಂತೆ ಉಪಾಧ್ಯಕ್ಷರಾಗಿ ಸಂಜೀವ ಪೂಜಾರಿ ಗುರುಕೃಪಾ, ಪ್ರಧಾನ ಕಾರ್ಯದರ್ಶಿಯಾಗಿ ಎನ್.ಶಿವಶಂಕರ್, ಕೋಶಾಧಿಕಾರಿಯಾಗಿ ರಾಜೇಶ್, ಎಲ್.ನಾಯಕ್, ಜತೆ ಕಾರ್ಯದರ್ಶಿಯಾಗಿ ಸತೀಶ್ ಕುಮಾರ್ ಅವರು ಆಯ್ಕೆಯಾಗಿದ್ದಾರೆ. ಹಾಗೂ ಕಾರ್ಯಕಾರಿ ಸಮಿತಿ ಸದಸ್ಯರು ಆಯ್ಕೆ ಮಾಡಲಾಯಿತು. ದೇವಸ್ಥಾನದ ಪಡಿತರ ಪ್ರಧಾನರು, ದೇವರ ಆರ್ಚಕರ ಸಮಿತಿ ಅಧ್ಯಕ್ಷ ಬಿ.ವಿಶ್ವನಾಥ ಅವರ ಅಧ್ಯಕ್ಷತೆಯಲ್ಲಿ ನಡೆದ ಸಭೆಯಲ್ಲಿ ನೂತನ ಪದಾಧಿಕಾರಿಗಳ ಆಯ್ಕೆ ನಡೆಯಿತು. ಪ್ರಧಾನ ಕಾರ್ಯದರ್ಶಿ ಎನ್.ಶಿವಶಂಕರ್ ಸ್ವಾಗತಿಸಿ, ವಂದಿಸಿದರು. bbox=[43, 378, 284, 649]
article-headline[interactable]: ಶಿಮಂತೂರು ಶ್ರೀ ಆದಿಜನಾರ್ದನ ದೇವಳದಲ್ಲಿ ಜಾತ್ರೆ ಉತ್ಸವಕ್ಕೆ ಚಾಲನೆ bbox=[1144, 780, 1502, 861]
lead-kicker[interactable]: ಉಜಿರೆ ಶ್ರೀ ಜನಾರ್ದನ ಸ್ವಾಮಿಯ ಬ್ರಹ್ಮಕಲಶೋತ್ಸವ | 'ಸುಶಾಸನ', 'ಸುವಾಸ' ಉದ್ಘಾಟಿಸಿ ಬಾಳಿಕುದ್ರು ಶ್ರೀ bbox=[312, 201, 1502, 236]
dateline: ಸುಳ್ಯ: bbox=[43, 2134, 67, 2149]
event-photo bbox=[720, 872, 1127, 1018]
article-text: ನಗರದ ಸೂಟರ್‌ಪೇಟೆ ಶ್ರೀ ಕೋರ್ದಬ್ಬು ದೈವಸ್ಥಾನದಲ್ಲಿ ಮಾ.7 ರಿಂದ 10ರವರೆಗೆ ವರ್ಷಾವಧಿ ನೇಮೋತ್ಸವ ಹಲವು ವಿಧಿ-ವಿಧಾನಗಳೊಂದಿಗೆ ಮಹಾಪ್ರಸಾದದೊಂದಿಗೆ ನಡೆಯಲಿದೆ. ಮಾ.7ರಂದು ಬೆಳಗ್ಗೆ ಗಣಪತಿ ಹೋಮ, ಮಧ್ಯಾಹ್ನ ನಾಗತಂಬಿಲ, ಸಂಜೆ ಭಂಡಾರ ಇಳಿಯುವುದು. ಮಾ.8ರಂದು ನೇಮೋತ್ಸವ, ಅನ್ನಸಂತರ್ಪಣೆ ನಡೆಯಲಿದೆ. ಮಾ.9ರಂದು ಮಧ್ಯಾಹ್ನ ಧರ್ಮದೈವಗಳ ನೇಮ, ರಾತ್ರಿ ಮಾಯಂದಾಲ ನೇಮ ನಡೆಯಲಿದೆ. ಮಾ.10ರಂದು ಮಧ್ಯಾಹ್ನ ಸಂಕಲೆ ಗುಳಿಗ ದೈವದ ನೇಮ ನಡೆಯಲಿದ್ದು ರಾತ್ರಿ ಶ್ರೀ ಕೋರ್ದಬ್ಬು ದೈವದ ನೇಮ ಹಾಗೂ ಭಂಡಾರ ಏರುವುದರೊಂದಿಗೆ ನೇಮೋತ್ಸವ ಸಂಪನ್ನಗೊಳ್ಳಲಿದೆ. bbox=[312, 874, 489, 1165]
article-headline[interactable]: 49ನೇ ವರ್ಷದ ಶ್ರೀ ಶಾರದಾ ಪೂಜಾ ಉತ್ಸವದ ಮಹಾಸಭೆ bbox=[43, 669, 284, 737]
page-number-block bbox=[43, 43, 181, 158]
qr-code-icon[interactable] bbox=[1348, 55, 1439, 146]
separator: | bbox=[116, 167, 122, 186]
section-divider-stripe bbox=[43, 2018, 1502, 2024]
decor-circle bbox=[949, 43, 995, 89]
page-label: ಪುಟ ಸಂಖ್ಯೆ bbox=[51, 167, 108, 186]
promo-line: ಈ QR ಕೋಡ್ ಸ್ಕ್ಯಾನ್ ಮಾಡಿ bbox=[1200, 104, 1333, 120]
email-link[interactable]: diganthamlr@gmail.com bbox=[710, 167, 899, 186]
article-column bbox=[929, 1027, 1127, 1211]
dateline: ಪುತ್ತೂರು: bbox=[1144, 1787, 1186, 1802]
highlight-item: ಕ್ಷೇತ್ರದಲ್ಲಿ ಮಾ.6ರಂದು ಹಗಲು ರಥೋತ್ಸವ bbox=[1325, 1073, 1502, 1099]
article-column bbox=[312, 332, 496, 553]
section-title: ನಮ್ಮ ದಕ್ಷಿಣ ಕನ್ನಡ bbox=[504, 62, 879, 134]
article-column bbox=[1008, 2256, 1269, 2311]
portrait-photo bbox=[43, 402, 135, 501]
article-headline[interactable]: ಮಾ.7-10: ಸೂಟರ್‌ಪೇಟೆ ಶ್ರೀ ಕೋರ್ದಬ್ಬು ದೈವಸ್ಥಾನದಲ್ಲಿ ನೇಮ bbox=[312, 780, 703, 865]
promo-line: WhatsApp ಗ್ರೂಪ್ ಇಂದೇ ಸೇರಿ! bbox=[1164, 124, 1333, 140]
article-column bbox=[312, 872, 488, 1190]
dateline: ಬಂಟ್ವಾಳ: bbox=[720, 1029, 760, 1043]
dateline: ಉಳ್ಳಾಲ: bbox=[796, 2134, 832, 2149]
dateline: ಸವಣೂರು: bbox=[312, 1605, 359, 1619]
article-text: ಆಡಳಿತ ಮೊಕ್ತೇಸರ ಶರತ್ ಕೃಷ್ಣ ಪಡ್ವೆಟ್ನಾಯ ಸ್ವಾಗತಿಸಿದರು. ರಾಜ್ಯೋತ್ಸವ ಪುರಸ್ಕೃತ ಜನಾರ್ದನ ಪ್ರಸಾದ್, ಎನ್.ಸಿ. ಕಾರ್ಯದರ್ಶಿ ಎಂ.ಕೆ. ಜನಾರ್ದನ ಭಟ್, ಆಡಳಿತ ಮಂಡಳಿಯ ಸದಸ್ಯರು ಮೊದಲಾದವರು ಉಪಸ್ಥಿತರಿದ್ದರು. ಸಂತ ಪೂಜಾ ಮಹೋತ್ಸವ ಅದ್ದೂರಿಯಾಗಿ ನಡೆಯಿತು. bbox=[1241, 333, 1502, 421]
portrait-photo bbox=[43, 901, 127, 986]
quote-author: ✒ ಕೆ. ಪ್ರತಾಪಸಿಂಹ ನಾಯಕ್ bbox=[997, 491, 1120, 507]
